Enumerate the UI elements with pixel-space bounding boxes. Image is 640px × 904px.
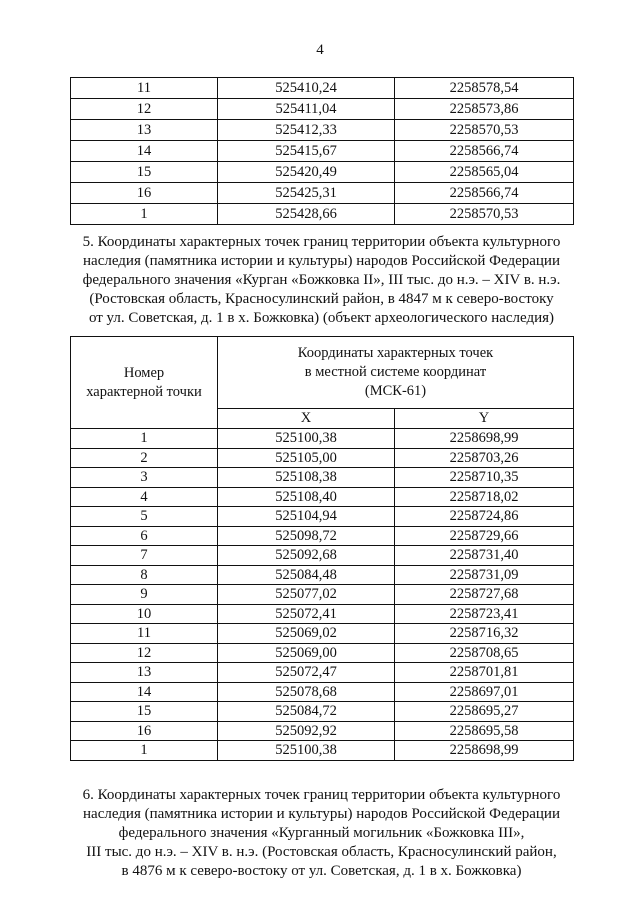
section-6-line: наследия (памятника истории и культуры) народов Российской Федерации [83, 806, 560, 822]
point-number-cell: 16 [71, 721, 218, 741]
point-number-cell: 11 [71, 78, 218, 99]
section-6-line: в 4876 м к северо-востоку от ул. Советская, д. 1 в х. Божковка) [121, 863, 522, 879]
table-row [71, 546, 574, 566]
point-number-cell: 12 [71, 99, 218, 120]
x-coordinate-cell: 525104,94 [218, 507, 395, 527]
y-coordinate-cell: 2258573,86 [395, 99, 574, 120]
table-row [71, 585, 574, 605]
header-point-number-line: Номер [123, 364, 165, 381]
point-number-cell: 11 [71, 624, 218, 644]
x-coordinate-cell: 525092,92 [218, 721, 395, 741]
coordinates-table-section-5-body [71, 429, 574, 761]
point-number-cell: 3 [71, 468, 218, 488]
x-coordinate-cell: 525108,40 [218, 487, 395, 507]
point-number-cell: 10 [71, 604, 218, 624]
point-number-cell: 1 [71, 204, 218, 225]
point-number-cell: 7 [71, 546, 218, 566]
y-coordinate-cell: 2258566,74 [395, 183, 574, 204]
table-row [71, 741, 574, 761]
header-point-number-line: характерной точки [86, 383, 202, 400]
section-5-line: от ул. Советская, д. 1 в х. Божковка) (объект археологического наследия) [88, 310, 555, 326]
header-coordinates [218, 337, 574, 409]
x-coordinate-cell: 525072,41 [218, 604, 395, 624]
y-coordinate-cell: 2258570,53 [395, 204, 574, 225]
x-coordinate-cell: 525098,72 [218, 526, 395, 546]
y-coordinate-cell: 2258701,81 [395, 663, 574, 683]
table-row [71, 663, 574, 683]
x-coordinate-cell: 525425,31 [218, 183, 395, 204]
point-number-cell: 15 [71, 702, 218, 722]
x-coordinate-cell: 525428,66 [218, 204, 395, 225]
y-coordinate-cell: 2258710,35 [395, 468, 574, 488]
x-coordinate-cell: 525415,67 [218, 141, 395, 162]
y-coordinate-cell: 2258703,26 [395, 448, 574, 468]
y-coordinate-cell: 2258727,68 [395, 585, 574, 605]
x-coordinate-cell: 525084,48 [218, 565, 395, 585]
point-number-cell: 1 [71, 429, 218, 449]
table-row [71, 487, 574, 507]
coordinates-table-section-5 [70, 336, 574, 761]
table-row [71, 141, 574, 162]
table-row [71, 468, 574, 488]
x-coordinate-cell: 525084,72 [218, 702, 395, 722]
table-row [71, 604, 574, 624]
y-coordinate-cell: 2258578,54 [395, 78, 574, 99]
point-number-cell: 12 [71, 643, 218, 663]
x-coordinate-cell: 525411,04 [218, 99, 395, 120]
section-6-line: 6. Координаты характерных точек границ территории объекта культурного [82, 787, 561, 803]
table-row [71, 78, 574, 99]
section-6-line: III тыс. до н.э. – XIV в. н.э. (Ростовская область, Красносулинский район, [86, 844, 557, 860]
x-coordinate-cell: 525108,38 [218, 468, 395, 488]
point-number-cell: 13 [71, 120, 218, 141]
y-coordinate-cell: 2258718,02 [395, 487, 574, 507]
y-coordinate-cell: 2258697,01 [395, 682, 574, 702]
section-5-line: 5. Координаты характерных точек границ территории объекта культурного [82, 234, 561, 250]
table-row [71, 526, 574, 546]
section-5-line: наследия (памятника истории и культуры) народов Российской Федерации [83, 253, 560, 269]
table-row [71, 624, 574, 644]
x-coordinate-cell: 525100,38 [218, 429, 395, 449]
x-coordinate-cell: 525410,24 [218, 78, 395, 99]
point-number-cell: 13 [71, 663, 218, 683]
table-row [71, 204, 574, 225]
point-number-cell: 8 [71, 565, 218, 585]
point-number-cell: 14 [71, 682, 218, 702]
point-number-cell: 15 [71, 162, 218, 183]
table-row [71, 120, 574, 141]
section-5-line: федерального значения «Курган «Божковка II», III тыс. до н.э. – XIV в. н.э. [82, 272, 561, 288]
point-number-cell: 6 [71, 526, 218, 546]
section-6-line: федерального значения «Курганный могильник «Божковка III», [118, 825, 525, 841]
x-coordinate-cell: 525077,02 [218, 585, 395, 605]
y-coordinate-cell: 2258570,53 [395, 120, 574, 141]
y-coordinate-cell: 2258695,27 [395, 702, 574, 722]
table-row [71, 682, 574, 702]
y-coordinate-cell: 2258695,58 [395, 721, 574, 741]
table-row [71, 183, 574, 204]
coordinates-table-continued [70, 77, 574, 225]
y-coordinate-cell: 2258731,40 [395, 546, 574, 566]
y-coordinate-cell: 2258698,99 [395, 429, 574, 449]
section-5-heading [70, 233, 573, 328]
table-row [71, 565, 574, 585]
header-point-number [71, 337, 218, 429]
point-number-cell: 16 [71, 183, 218, 204]
y-coordinate-cell: 2258723,41 [395, 604, 574, 624]
y-coordinate-cell: 2258729,66 [395, 526, 574, 546]
header-coordinates-line: в местной системе координат [304, 364, 487, 380]
page-number: 4 [316, 42, 324, 58]
x-coordinate-cell: 525100,38 [218, 741, 395, 761]
y-coordinate-cell: 2258565,04 [395, 162, 574, 183]
section-5-line: (Ростовская область, Красносулинский район, в 4847 м к северо-востоку [89, 291, 554, 307]
y-coordinate-cell: 2258566,74 [395, 141, 574, 162]
x-coordinate-cell: 525412,33 [218, 120, 395, 141]
section-6-heading [70, 786, 573, 881]
x-coordinate-cell: 525105,00 [218, 448, 395, 468]
table-row [71, 448, 574, 468]
y-coordinate-cell: 2258708,65 [395, 643, 574, 663]
y-coordinate-cell: 2258716,32 [395, 624, 574, 644]
table-row [71, 162, 574, 183]
x-coordinate-cell: 525420,49 [218, 162, 395, 183]
header-coordinates-line: (МСК-61) [364, 383, 427, 399]
header-y: Y [395, 409, 574, 429]
x-coordinate-cell: 525069,02 [218, 624, 395, 644]
x-coordinate-cell: 525092,68 [218, 546, 395, 566]
table-row [71, 429, 574, 449]
coordinates-table-continued-body [71, 78, 574, 225]
table-row [71, 99, 574, 120]
header-x: X [218, 409, 395, 429]
point-number-cell: 2 [71, 448, 218, 468]
point-number-cell: 9 [71, 585, 218, 605]
x-coordinate-cell: 525078,68 [218, 682, 395, 702]
table-row [71, 702, 574, 722]
y-coordinate-cell: 2258698,99 [395, 741, 574, 761]
table-row [71, 507, 574, 527]
point-number-cell: 14 [71, 141, 218, 162]
x-coordinate-cell: 525069,00 [218, 643, 395, 663]
y-coordinate-cell: 2258731,09 [395, 565, 574, 585]
point-number-cell: 1 [71, 741, 218, 761]
point-number-cell: 4 [71, 487, 218, 507]
table-row [71, 721, 574, 741]
point-number-cell: 5 [71, 507, 218, 527]
header-coordinates-line: Координаты характерных точек [297, 345, 494, 361]
x-coordinate-cell: 525072,47 [218, 663, 395, 683]
table-row [71, 643, 574, 663]
y-coordinate-cell: 2258724,86 [395, 507, 574, 527]
